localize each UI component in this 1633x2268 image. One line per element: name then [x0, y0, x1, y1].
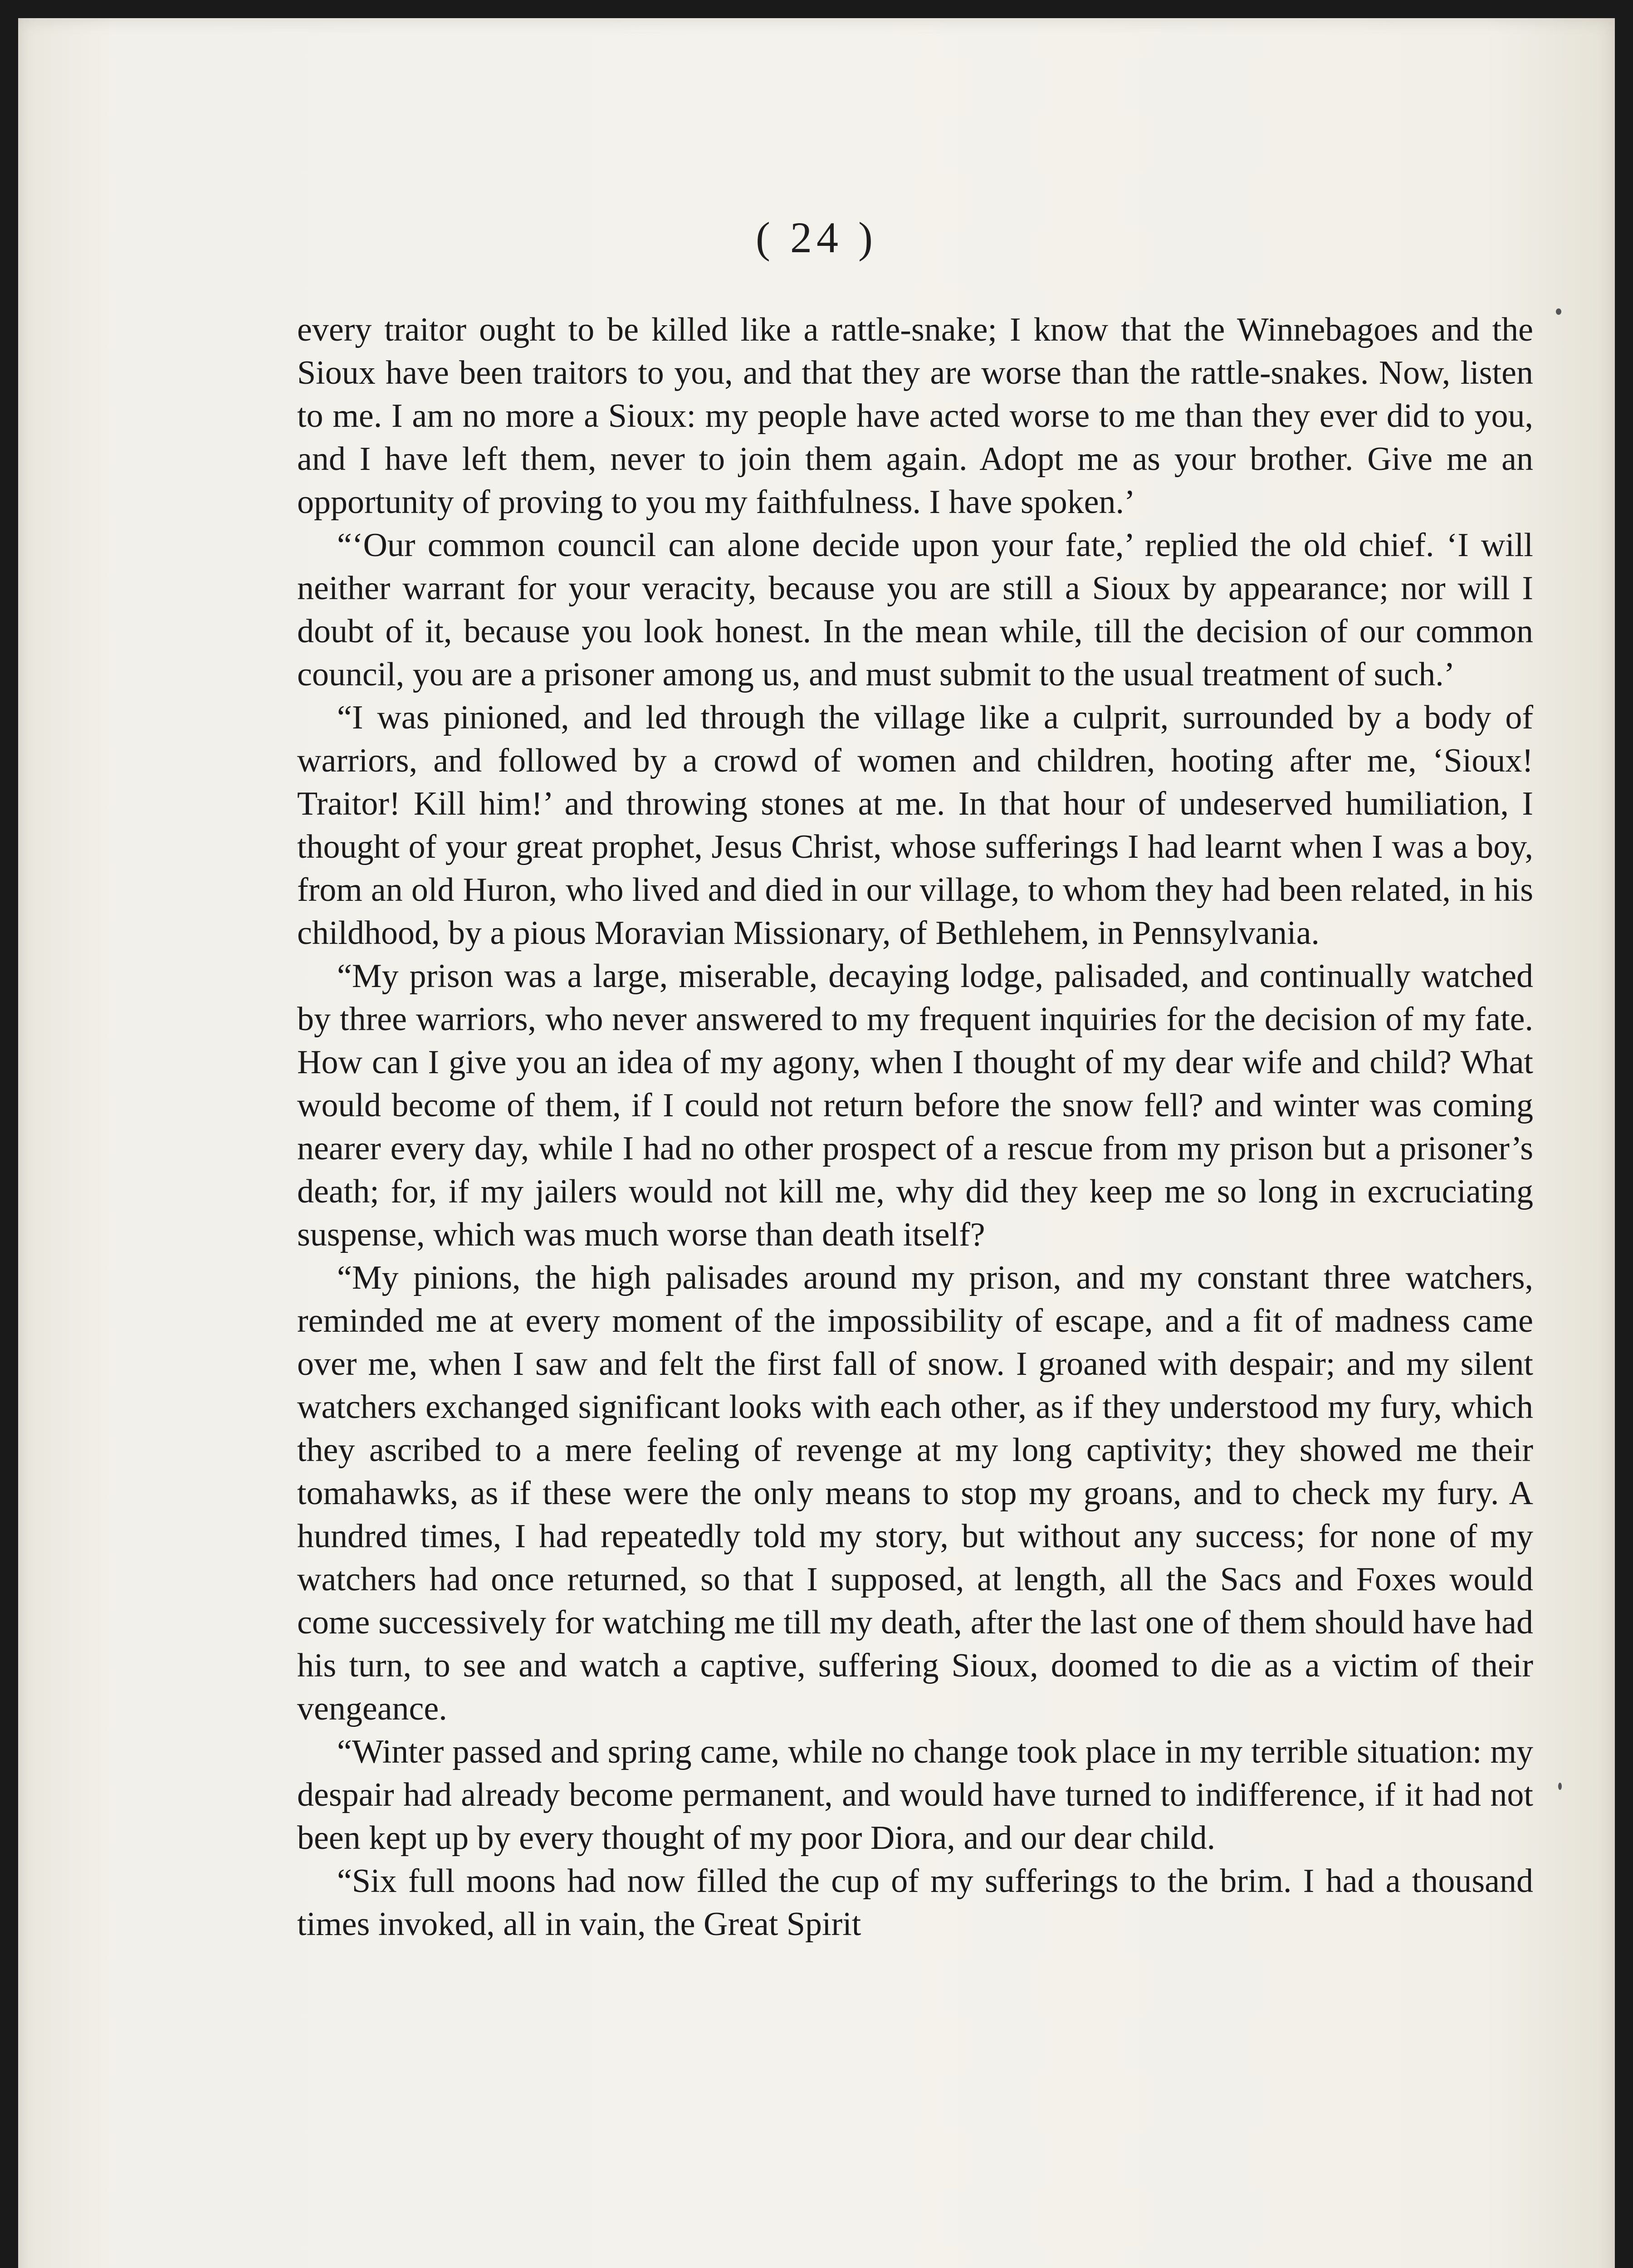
- paragraph: every traitor ought to be killed like a rattle-snake; I know that the Winnebagoes and the Sioux have been traitors to you, and that they are worse than the rattle-snakes. Now, listen to me. I am no more a Sioux: my people have acted worse to me than they ever did to you, and I have left them, never to join them again. Adopt me as your brother. Give me an opportunity of proving to you my faithfulness. I have spoken.’: [297, 311, 1533, 521]
- paragraph: “My prison was a large, miserable, decaying lodge, palisaded, and continually watched by three warriors, who never answered to my frequent inquiries for the decision of my fate. How can I give you an idea of my agony, when I thought of my dear wife and child? What would become of them, if I could not return before the snow fell? and winter was coming nearer every day, while I had no other prospect of a rescue from my prison but a prisoner’s death; for, if my jailers would not kill me, why did they keep me so long in excruciating suspense, which was much worse than death itself?: [297, 958, 1533, 1253]
- paragraph: “‘Our common council can alone decide upon your fate,’ replied the old chief. ‘I will neither warrant for your veracity, because you are still a Sioux by appearance; nor will I doubt of it, because you look honest. In the mean while, till the decision of our common council, you are a prisoner among us, and must submit to the usual treatment of such.’: [297, 527, 1533, 693]
- paper-speck: [1556, 308, 1561, 315]
- paragraph: “Six full moons had now filled the cup of my sufferings to the brim. I had a thousand times invoked, all in vain, the Great Spirit: [297, 1862, 1533, 1943]
- page-number: ( 24 ): [756, 213, 877, 262]
- paragraph: “My pinions, the high palisades around my prison, and my constant three watchers, reminded me at every moment of the impossibility of escape, and a fit of madness came over me, when I saw and felt the first fall of snow. I groaned with despair; and my silent watchers exchanged significant looks with each other, as if they understood my fury, which they ascribed to a mere feeling of revenge at my long captivity; they showed me their tomahawks, as if these were the only means to stop my groans, and to check my fury. A hundred times, I had repeatedly told my story, but without any success; for none of my watchers had once returned, so that I supposed, at length, all the Sacs and Foxes would come successively for watching me till my death, after the last one of them should have had his turn, to see and watch a captive, suffering Sioux, doomed to die as a victim of their vengeance.: [297, 1259, 1533, 1727]
- paragraph: “Winter passed and spring came, while no change took place in my terrible situation: my despair had already become permanent, and would have turned to indifference, if it had not been kept up by every thought of my poor Diora, and our dear child.: [297, 1733, 1533, 1857]
- paper-speck: [1558, 1783, 1562, 1790]
- paragraph: “I was pinioned, and led through the village like a culprit, surrounded by a body of warriors, and followed by a crowd of women and children, hooting after me, ‘Sioux! Traitor! Kill him!’ and throwing stones at me. In that hour of undeserved humiliation, I thought of your great prophet, Jesus Christ, whose sufferings I had learnt when I was a boy, from an old Huron, who lived and died in our village, to whom they had been related, in his childhood, by a pious Moravian Missionary, of Bethlehem, in Pennsylvania.: [297, 699, 1533, 952]
- body-text: [297, 308, 1533, 1946]
- book-page: [18, 18, 1615, 2268]
